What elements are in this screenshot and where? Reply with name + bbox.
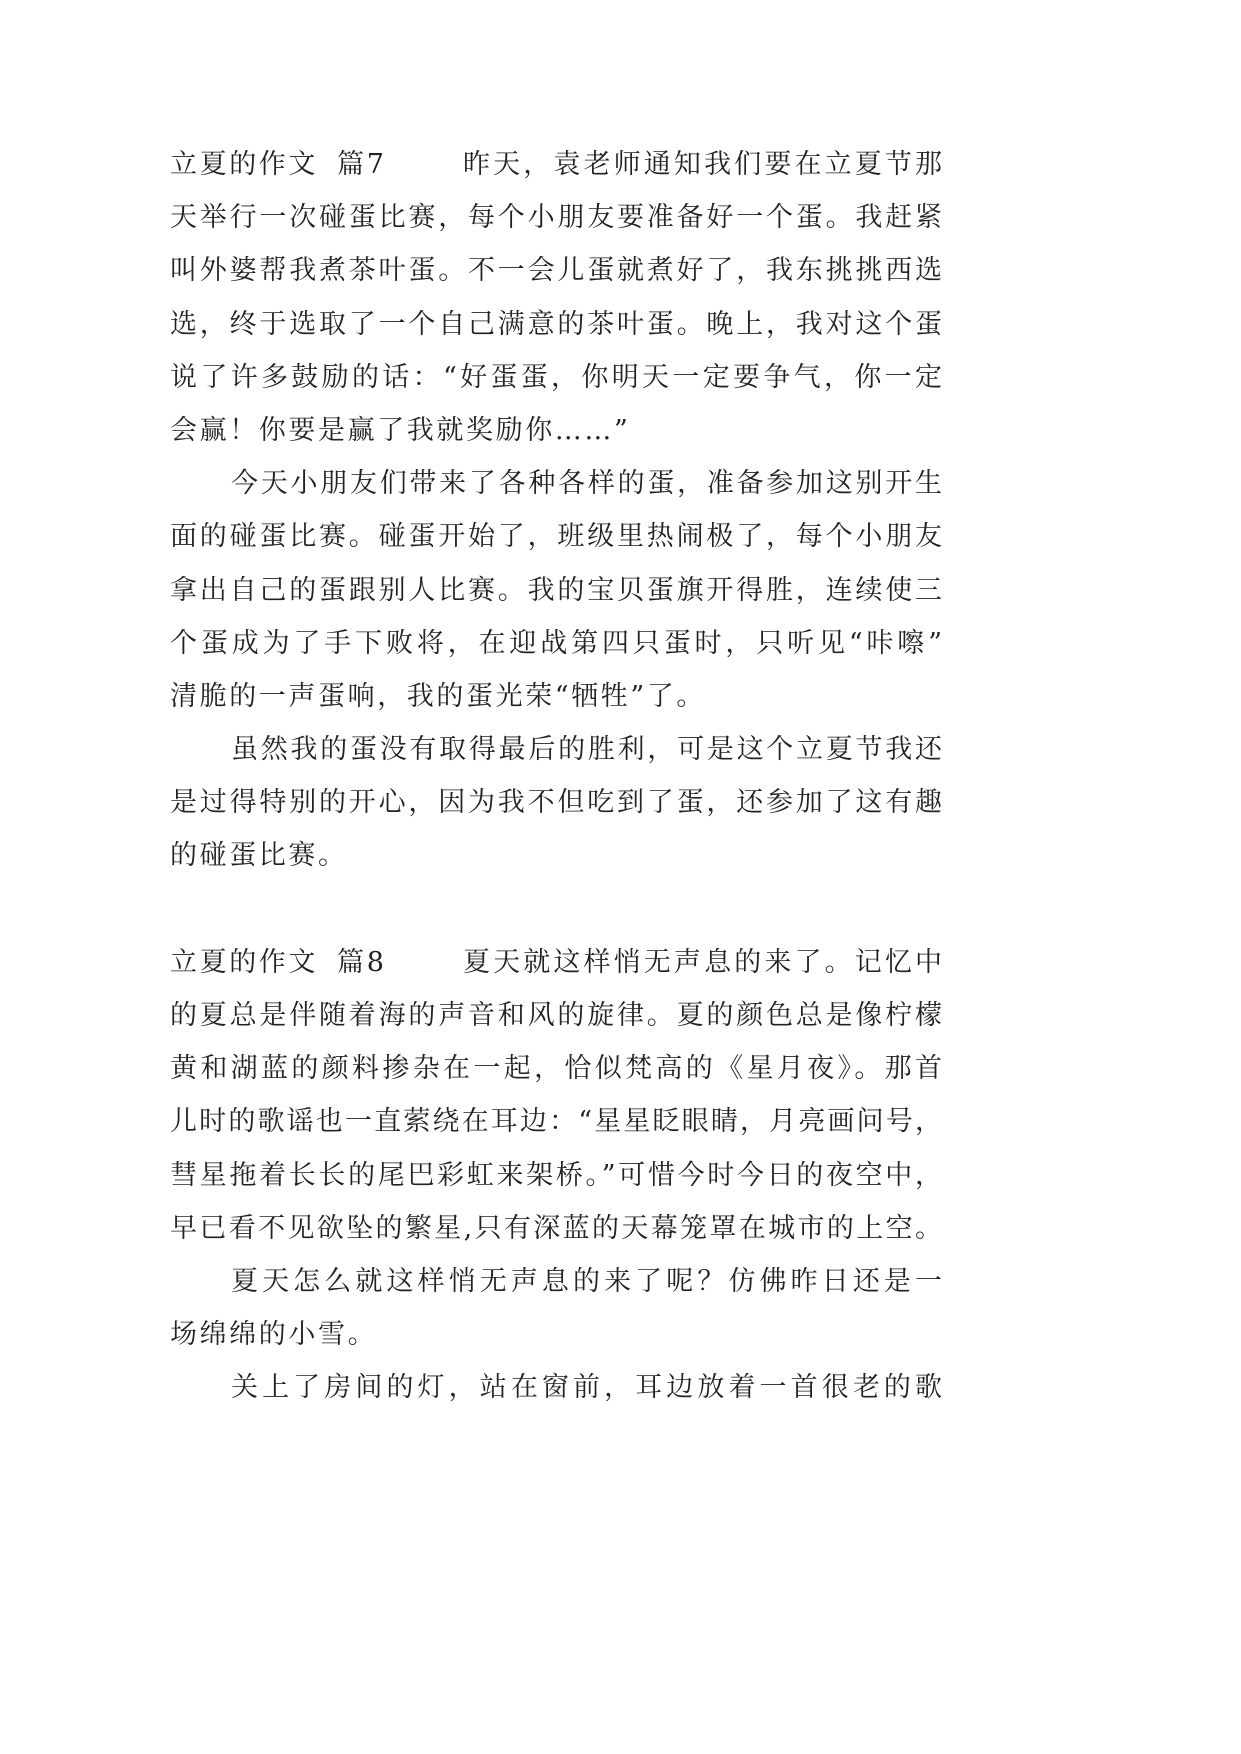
- text-line: 场绵绵的小雪。: [170, 1319, 378, 1351]
- essay-section: [170, 138, 942, 883]
- text-line: 今天小朋友们带来了各种各样的蛋，准备参加这别开生: [231, 468, 942, 500]
- text-line: 选，终于选取了一个自己满意的茶叶蛋。晚上，我对这个蛋: [170, 308, 942, 340]
- paragraph: [170, 138, 942, 457]
- text-line: 天举行一次碰蛋比赛，每个小朋友要准备好一个蛋。我赶紧: [170, 202, 942, 234]
- paragraph: [170, 936, 942, 1255]
- text-line: 昨天，袁老师通知我们要在立夏节那: [463, 149, 942, 180]
- heading-line: [170, 936, 942, 989]
- heading-line: [170, 138, 942, 191]
- paragraph: [170, 723, 942, 883]
- essay-section: [170, 936, 942, 1415]
- text-line: 黄和湖蓝的颜料掺杂在一起，恰似梵高的《星月夜》。那首: [170, 1053, 942, 1085]
- text-line: 个蛋成为了手下败将，在迎战第四只蛋时，只听见“咔嚓”: [170, 627, 942, 659]
- text-line: 夏天怎么就这样悄无声息的来了呢？仿佛昨日还是一: [231, 1265, 942, 1297]
- text-line: 面的碰蛋比赛。碰蛋开始了，班级里热闹极了，每个小朋友: [170, 521, 942, 553]
- document-body: [170, 138, 942, 1415]
- paragraph: [170, 1361, 942, 1414]
- section-heading: 立夏的作文 篇8: [170, 946, 387, 978]
- paragraph: [170, 1255, 942, 1361]
- text-line: 夏天就这样悄无声息的来了。记忆中: [463, 946, 942, 978]
- text-line: 彗星拖着长长的尾巴彩虹来架桥。”可惜今时今日的夜空中，: [170, 1159, 942, 1191]
- text-line: 虽然我的蛋没有取得最后的胜利，可是这个立夏节我还: [231, 734, 942, 766]
- text-line: 早已看不见欲坠的繁星,只有深蓝的天幕笼罩在城市的上空。: [170, 1212, 942, 1244]
- section-heading: 立夏的作文 篇7: [170, 149, 387, 180]
- text-line: 的碰蛋比赛。: [170, 840, 348, 872]
- text-line: 儿时的歌谣也一直萦绕在耳边：“星星眨眼睛，月亮画问号，: [170, 1106, 942, 1138]
- paragraph: [170, 457, 942, 723]
- text-line: 拿出自己的蛋跟别人比赛。我的宝贝蛋旗开得胜，连续使三: [170, 574, 942, 606]
- text-line: 会赢！你要是赢了我就奖励你……”: [170, 414, 631, 446]
- text-line: 说了许多鼓励的话：“好蛋蛋，你明天一定要争气，你一定: [170, 361, 942, 393]
- text-line: 是过得特别的开心，因为我不但吃到了蛋，还参加了这有趣: [170, 787, 942, 819]
- text-line: 的夏总是伴随着海的声音和风的旋律。夏的颜色总是像柠檬: [170, 1000, 942, 1031]
- text-line: 清脆的一声蛋响，我的蛋光荣“牺牲”了。: [170, 680, 707, 712]
- text-line: 关上了房间的灯，站在窗前，耳边放着一首很老的歌: [231, 1372, 942, 1404]
- text-line: 叫外婆帮我煮茶叶蛋。不一会儿蛋就煮好了，我东挑挑西选: [170, 255, 942, 287]
